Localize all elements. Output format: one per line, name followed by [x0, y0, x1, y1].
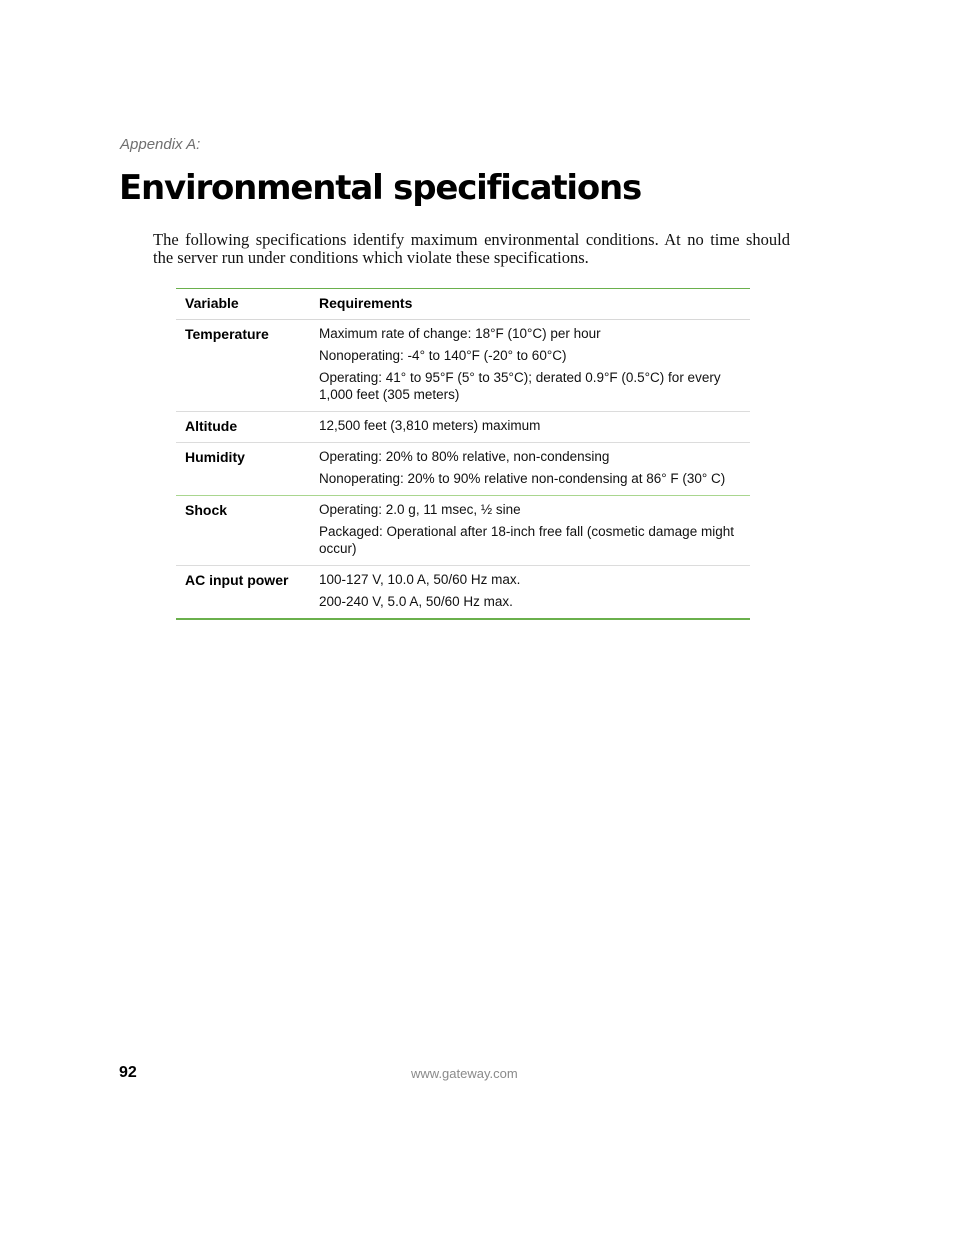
- requirement-line: Operating: 2.0 g, 11 msec, ½ sine: [319, 502, 521, 517]
- requirements-cell: [319, 566, 750, 620]
- requirement-line: 12,500 feet (3,810 meters) maximum: [319, 418, 541, 433]
- requirements-cell: [319, 320, 750, 412]
- requirement-line: 100-127 V, 10.0 A, 50/60 Hz max.: [319, 572, 521, 587]
- environmental-spec-table: [176, 288, 750, 620]
- table-header-row: [176, 289, 750, 320]
- requirements-cell: [319, 496, 750, 566]
- table-row-humidity: [176, 443, 750, 496]
- table-row-ac-input-power: [176, 566, 750, 620]
- requirements-cell: [319, 412, 750, 443]
- table-row-shock: [176, 496, 750, 566]
- running-head: Appendix A:: [120, 136, 201, 153]
- column-header-requirements: Requirements: [319, 289, 750, 320]
- requirements-cell: [319, 443, 750, 496]
- variable-cell: AC input power: [185, 572, 289, 588]
- requirement-line: 200-240 V, 5.0 A, 50/60 Hz max.: [319, 594, 513, 609]
- variable-cell: Altitude: [185, 418, 238, 434]
- requirement-line: Operating: 20% to 80% relative, non-condensing: [319, 449, 610, 464]
- requirement-line: Maximum rate of change: 18°F (10°C) per hour: [319, 326, 601, 341]
- requirement-line: Packaged: Operational after 18-inch free fall (cosmetic damage might occur): [319, 524, 734, 556]
- table-row-temperature: [176, 320, 750, 412]
- requirement-line: Operating: 41° to 95°F (5° to 35°C); derated 0.9°F (0.5°C) for every 1,000 feet (305 meters): [319, 370, 721, 402]
- variable-cell: Temperature: [185, 326, 269, 342]
- page-number: 92: [119, 1064, 137, 1081]
- requirement-line: Nonoperating: -4° to 140°F (-20° to 60°C): [319, 348, 567, 363]
- column-header-variable: Variable: [176, 289, 319, 320]
- variable-cell: Shock: [185, 502, 228, 518]
- variable-cell: Humidity: [185, 449, 245, 465]
- footer-url-link[interactable]: www.gateway.com: [411, 1066, 518, 1081]
- requirement-line: Nonoperating: 20% to 90% relative non-condensing at 86° F (30° C): [319, 471, 726, 486]
- page-title: Environmental specifications: [119, 168, 642, 208]
- table-row-altitude: [176, 412, 750, 443]
- intro-paragraph: The following specifications identify maximum environmental conditions. At no time should the server run under conditions which violate these specifications.: [153, 230, 790, 267]
